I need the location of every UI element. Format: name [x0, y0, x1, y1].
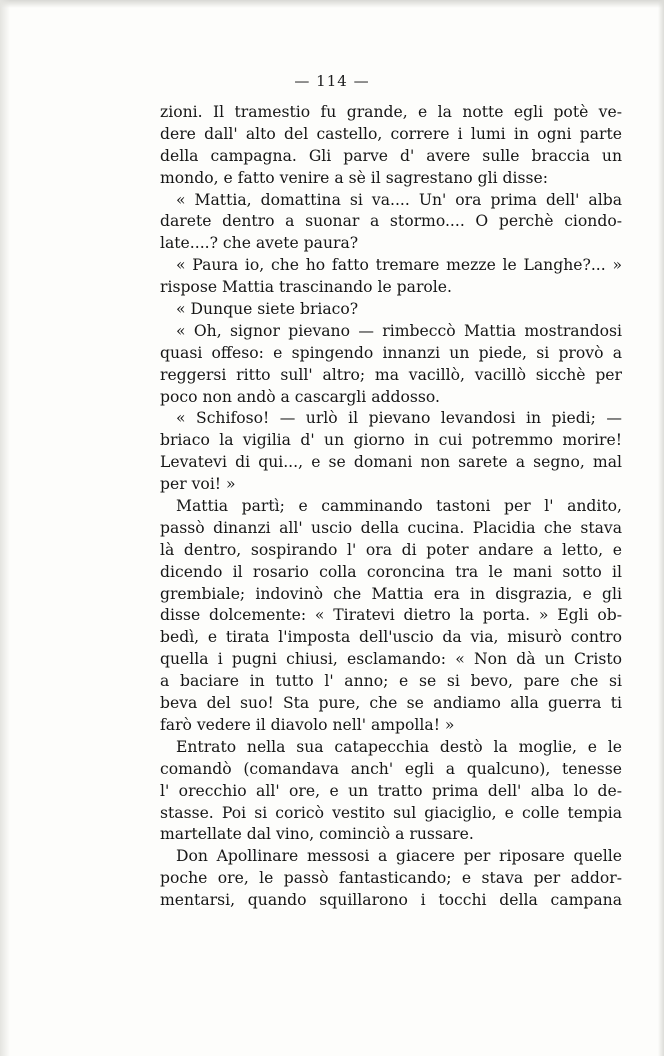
text-line: martellate dal vino, cominciò a russare. [160, 825, 474, 844]
text-line: Levatevi di qui..., e se domani non sarete a segno, mal [160, 453, 622, 472]
text-line: « Schifoso! — urlò il pievano levandosi in piedi; — [176, 409, 622, 428]
page-number: — 114 — [294, 72, 370, 90]
text-line: darete dentro a suonar a stormo.... O perchè ciondo- [160, 212, 622, 231]
scan-shadow-top [0, 0, 664, 8]
text-line: farò vedere il diavolo nell' ampolla! » [160, 715, 455, 734]
text-line: comandò (comandava anch' egli a qualcuno), tenesse [160, 759, 622, 778]
text-line: mentarsi, quando squillarono i tocchi della campana [160, 891, 622, 910]
text-line: « Paura io, che ho fatto tremare mezze le Langhe?... » [176, 256, 622, 275]
text-line: briaco la vigilia d' un giorno in cui potremmo morire! [160, 431, 622, 450]
text-line: quella i pugni chiusi, esclamando: « Non dà un Cristo [160, 650, 622, 669]
text-line: grembiale; indovinò che Mattia era in disgrazia, e gli [160, 584, 622, 603]
text-line: disse dolcemente: « Tiratevi dietro la porta. » Egli ob- [160, 606, 622, 625]
text-line: stasse. Poi si coricò vestito sul giaciglio, e colle tempia [160, 803, 622, 822]
text-line: late....? che avete paura? [160, 234, 359, 253]
text-line: mondo, e fatto venire a sè il sagrestano gli disse: [160, 168, 549, 187]
text-line: beva del suo! Sta pure, che se andiamo alla guerra ti [160, 694, 622, 713]
body-text [160, 102, 622, 912]
text-line: rispose Mattia trascinando le parole. [160, 278, 452, 297]
text-line: passò dinanzi all' uscio della cucina. Placidia che stava [160, 518, 622, 537]
text-line: « Dunque siete briaco? [176, 300, 359, 319]
scan-shadow-right [658, 0, 664, 1056]
text-line: dicendo il rosario colla coroncina tra le mani sotto il [160, 562, 622, 581]
text-line: poche ore, le passò fantasticando; e stava per addor- [160, 869, 622, 888]
text-line: « Oh, signor pievano — rimbeccò Mattia mostrandosi [176, 321, 622, 340]
scan-shadow-left [0, 0, 10, 1056]
text-line: per voi! » [160, 475, 236, 494]
text-line: là dentro, sospirando l' ora di poter andare a letto, e [160, 540, 622, 559]
text-line: dere dall' alto del castello, correre i lumi in ogni parte [160, 124, 622, 143]
text-line: della campagna. Gli parve d' avere sulle braccia un [160, 146, 622, 165]
text-line: reggersi ritto sull' altro; ma vacillò, vacillò sicchè per [160, 365, 622, 384]
text-line: l' orecchio all' ore, e un tratto prima dell' alba lo de- [160, 781, 622, 800]
text-line: Entrato nella sua catapecchia destò la moglie, e le [176, 737, 622, 756]
text-line: « Mattia, domattina si va.... Un' ora prima dell' alba [176, 190, 622, 209]
text-line: zioni. Il tramestio fu grande, e la notte egli potè ve- [160, 103, 622, 121]
text-line: Mattia partì; e camminando tastoni per l' andito, [176, 497, 622, 516]
text-line: poco non andò a cascargli addosso. [160, 387, 440, 406]
text-line: Don Apollinare messosi a giacere per riposare quelle [176, 847, 622, 866]
text-line: bedì, e tirata l'imposta dell'uscio da via, misurò contro [160, 628, 622, 647]
text-line: a baciare in tutto l' anno; e se si bevo, pare che si [160, 672, 622, 691]
text-line: quasi offeso: e spingendo innanzi un piede, si provò a [160, 343, 622, 362]
